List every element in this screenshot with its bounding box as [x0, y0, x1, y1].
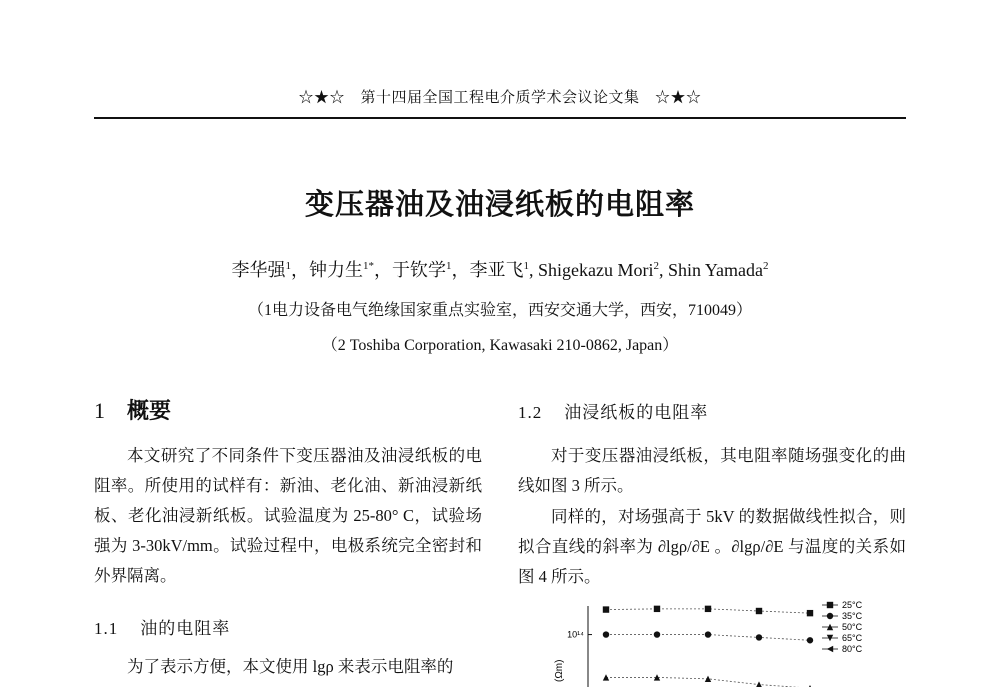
section-number: 1.2: [518, 403, 543, 422]
legend-label: 65°C: [842, 633, 863, 643]
legend-marker: [827, 646, 833, 652]
data-point: [807, 610, 813, 616]
body-paragraph-pressboard: 对于变压器油浸纸板，其电阻率随场强变化的曲线如图 3 所示。: [518, 446, 906, 495]
y-axis-label: (Ωm): [554, 659, 565, 682]
resistivity-figure: [548, 596, 878, 687]
data-point: [654, 631, 660, 637]
author-affil-mark: 2: [653, 260, 659, 272]
author-separator: ，: [291, 260, 309, 280]
data-point: [756, 681, 762, 687]
y-tick-label: 10¹⁴: [567, 629, 584, 640]
legend-label: 25°C: [842, 600, 863, 610]
data-point: [654, 606, 660, 612]
data-point: [705, 606, 711, 612]
legend-label: 50°C: [842, 622, 863, 632]
author-separator: ,: [529, 260, 538, 280]
data-point: [603, 674, 609, 680]
body-paragraph-fit: 同样的，对场强高于 5kV 的数据做线性拟合，则拟合直线的斜率为 ∂lgρ/∂E 。∂lgρ/∂E 与温度的关系如图 4 所示。: [518, 507, 906, 586]
author-name: Shin Yamada: [667, 260, 763, 280]
author-affil-mark: 1: [446, 260, 452, 272]
data-point: [756, 608, 762, 614]
author-line: [0, 256, 1000, 282]
legend-marker: [827, 602, 833, 608]
author-separator: ，: [374, 260, 392, 280]
data-point: [603, 631, 609, 637]
affiliation-2: （2 Toshiba Corporation, Kawasaki 210-0862, Japan）: [321, 337, 679, 354]
author-name: Shigekazu Mori: [538, 260, 654, 280]
chart-svg: [548, 596, 878, 687]
data-point: [603, 606, 609, 612]
body-paragraph-oil: 为了表示方便，本文使用 lgρ 来表示电阻率的: [127, 657, 454, 676]
author-affil-mark: 1: [285, 260, 291, 272]
section-title: 油的电阻率: [140, 619, 231, 638]
author-name: 李亚飞: [469, 260, 524, 280]
data-point: [807, 637, 813, 643]
legend-label: 35°C: [842, 611, 863, 621]
author-affil-mark: 1: [523, 260, 529, 272]
legend-label: 80°C: [842, 644, 863, 654]
data-point: [705, 631, 711, 637]
running-header: ☆★☆ 第十四届全国工程电介质学术会议论文集 ☆★☆: [298, 90, 702, 106]
section-number: 1.1: [94, 619, 119, 638]
body-paragraph-summary: 本文研究了不同条件下变压器油及油浸纸板的电阻率。所使用的试样有：新油、老化油、新油浸新纸板、老化油浸新纸板。试验温度为 25-80° C，试验场强为 3-30kV/mm。试验过程中，电极系统完全密封和外界隔离。: [94, 446, 482, 585]
author-name: 钟力生: [309, 260, 363, 280]
section-heading-1-2: [518, 398, 708, 423]
header-rule: [94, 117, 906, 119]
data-point: [756, 634, 762, 640]
author-separator: ，: [451, 260, 470, 280]
paper-title: 变压器油及油浸纸板的电阻率: [304, 189, 695, 221]
author-separator: ,: [658, 260, 668, 280]
section-number: 1: [94, 398, 105, 423]
author-affil-mark: 1*: [363, 260, 374, 272]
legend-marker: [827, 613, 833, 619]
author-affil-mark: 2: [763, 260, 769, 272]
author-name: 于钦学: [392, 260, 446, 280]
author-name: 李华强: [231, 260, 286, 280]
section-title: 概要: [127, 398, 172, 423]
affiliation-1: （1电力设备电气绝缘国家重点实验室，西安交通大学，西安，710049）: [247, 302, 752, 319]
section-heading-1-1: [94, 614, 230, 639]
section-heading-1: [94, 394, 171, 425]
section-title: 油浸纸板的电阻率: [564, 403, 709, 422]
